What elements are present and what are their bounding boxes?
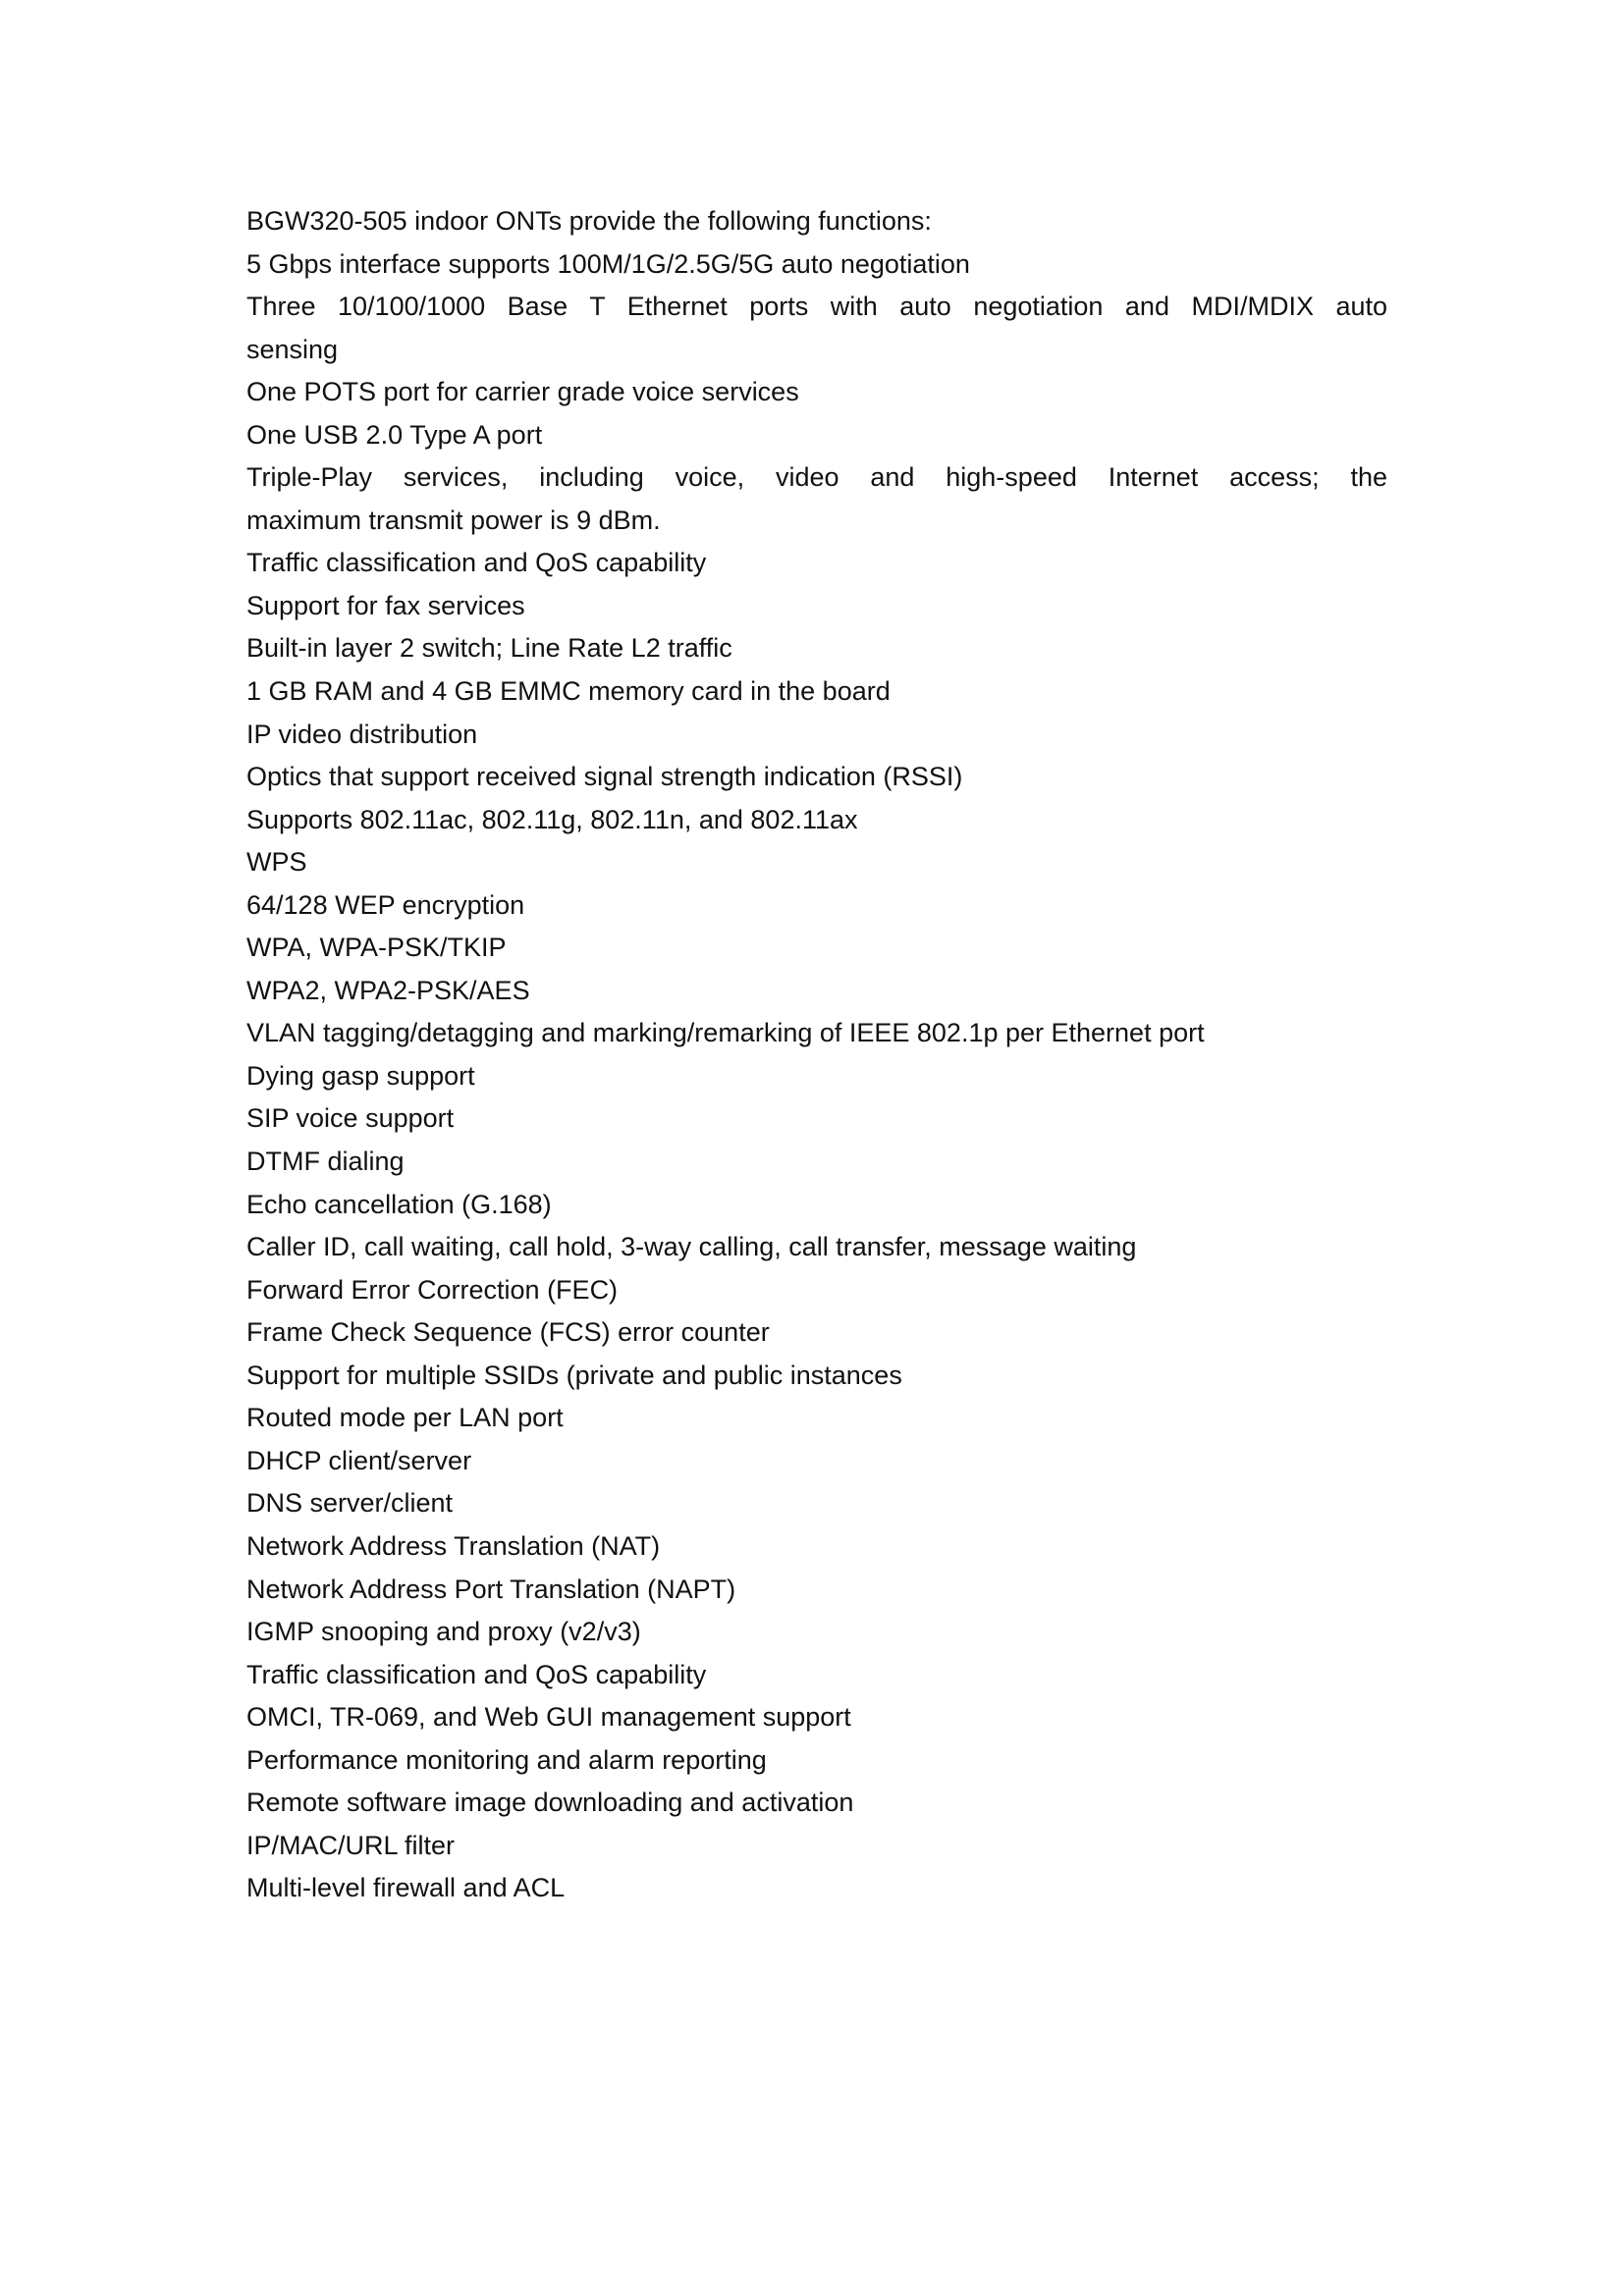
feature-line: Frame Check Sequence (FCS) error counter — [246, 1317, 770, 1348]
feature-line: maximum transmit power is 9 dBm. — [246, 505, 661, 535]
feature-line: Traffic classification and QoS capability — [246, 1659, 707, 1689]
feature-line: Traffic classification and QoS capability — [246, 548, 707, 578]
feature-list — [246, 243, 1387, 1910]
feature-line: 1 GB RAM and 4 GB EMMC memory card in the board — [246, 676, 891, 707]
feature-line: Network Address Translation (NAT) — [246, 1530, 661, 1561]
document-page — [246, 200, 1387, 1910]
feature-line: IGMP snooping and proxy (v2/v3) — [246, 1617, 641, 1647]
feature-line: DTMF dialing — [246, 1147, 405, 1177]
feature-line: Dying gasp support — [246, 1060, 475, 1091]
feature-line: Three 10/100/1000 Base T Ethernet ports with auto negotiation and MDI/MDIX auto — [246, 292, 1387, 322]
feature-line: 5 Gbps interface supports 100M/1G/2.5G/5G auto negotiation — [246, 248, 970, 279]
feature-line: Caller ID, call waiting, call hold, 3-way calling, call transfer, message waiting — [246, 1232, 1137, 1262]
feature-line: Performance monitoring and alarm reporting — [246, 1744, 767, 1775]
feature-line: WPA2, WPA2-PSK/AES — [246, 975, 530, 1005]
feature-line: One POTS port for carrier grade voice services — [246, 377, 799, 407]
feature-line: Support for multiple SSIDs (private and public instances — [246, 1360, 902, 1390]
feature-line: Optics that support received signal strength indication (RSSI) — [246, 762, 963, 792]
intro-line: BGW320-505 indoor ONTs provide the following functions: — [246, 206, 932, 236]
feature-line: 64/128 WEP encryption — [246, 889, 525, 920]
feature-line: VLAN tagging/detagging and marking/remarking of IEEE 802.1p per Ethernet port — [246, 1018, 1205, 1048]
feature-line: Forward Error Correction (FEC) — [246, 1274, 619, 1305]
feature-line: WPA, WPA-PSK/TKIP — [246, 933, 507, 963]
feature-line: Triple-Play services, including voice, video and high-speed Internet access; the — [246, 462, 1387, 493]
feature-line: Echo cancellation (G.168) — [246, 1189, 552, 1219]
feature-line: OMCI, TR-069, and Web GUI management support — [246, 1702, 851, 1733]
feature-line: DNS server/client — [246, 1488, 454, 1519]
feature-line: IP/MAC/URL filter — [246, 1830, 456, 1860]
feature-line: WPS — [246, 847, 307, 878]
feature-line: Routed mode per LAN port — [246, 1403, 564, 1433]
feature-line: Support for fax services — [246, 590, 525, 620]
feature-line: Network Address Port Translation (NAPT) — [246, 1574, 736, 1604]
feature-line: Supports 802.11ac, 802.11g, 802.11n, and 802.11ax — [246, 804, 858, 834]
feature-line: Built-in layer 2 switch; Line Rate L2 traffic — [246, 633, 732, 664]
feature-line: Multi-level firewall and ACL — [246, 1873, 566, 1903]
feature-line: IP video distribution — [246, 719, 478, 749]
feature-line: sensing — [246, 334, 339, 364]
feature-line: SIP voice support — [246, 1103, 455, 1134]
feature-line: Remote software image downloading and activation — [246, 1788, 854, 1818]
feature-line: DHCP client/server — [246, 1445, 472, 1475]
feature-line: One USB 2.0 Type A port — [246, 419, 543, 450]
